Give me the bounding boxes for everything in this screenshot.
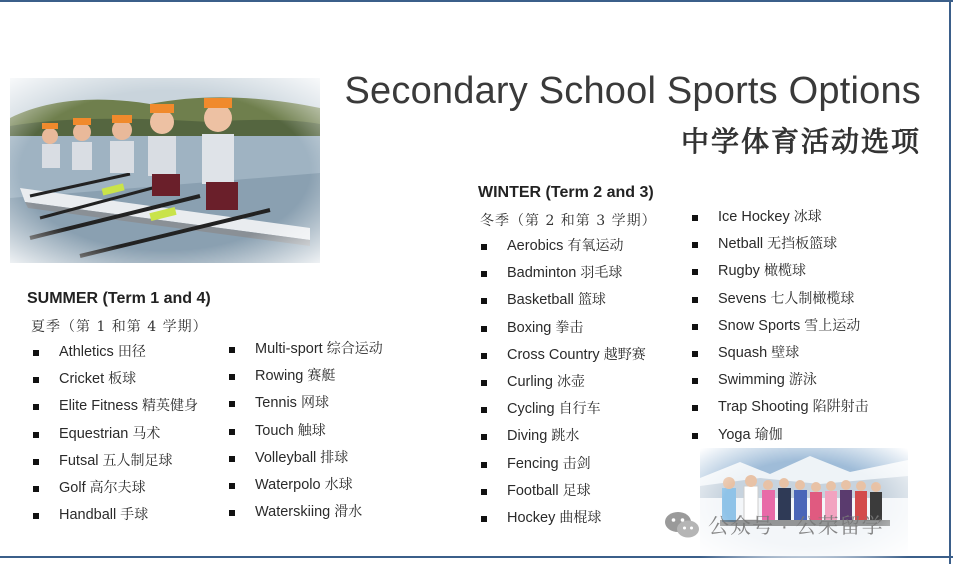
winter-list-col1 bbox=[481, 233, 646, 532]
list-item: Cross Country 越野赛 bbox=[481, 342, 646, 369]
list-item: Rugby 橄榄球 bbox=[692, 258, 869, 285]
list-item: Basketball 篮球 bbox=[481, 287, 646, 314]
list-item: Ice Hockey 冰球 bbox=[692, 204, 869, 231]
watermark-text: 公众号 · 公荣留学 bbox=[708, 515, 884, 538]
summer-subheading: 夏季（第 1 和第 4 学期） bbox=[31, 319, 208, 335]
list-item: Equestrian 马术 bbox=[33, 421, 198, 448]
rowing-photo bbox=[10, 78, 320, 263]
list-item: Hockey 曲棍球 bbox=[481, 505, 646, 532]
list-item: Rowing 赛艇 bbox=[229, 363, 383, 390]
list-item: Cycling 自行车 bbox=[481, 396, 646, 423]
list-item: Yoga 瑜伽 bbox=[692, 422, 869, 449]
list-item: Snow Sports 雪上运动 bbox=[692, 313, 869, 340]
page-title: Secondary School Sports Options bbox=[344, 70, 921, 112]
page-title-chinese: 中学体育活动选项 bbox=[680, 126, 921, 157]
list-item: Golf 高尔夫球 bbox=[33, 475, 198, 502]
winter-list-col2 bbox=[692, 204, 869, 449]
top-border bbox=[0, 0, 953, 2]
list-item: Diving 跳水 bbox=[481, 423, 646, 450]
summer-list-col2 bbox=[229, 336, 383, 526]
list-item: Badminton 羽毛球 bbox=[481, 260, 646, 287]
list-item: Aerobics 有氧运动 bbox=[481, 233, 646, 260]
summer-heading: SUMMER (Term 1 and 4) bbox=[27, 290, 211, 307]
list-item: Football 足球 bbox=[481, 478, 646, 505]
list-item: Futsal 五人制足球 bbox=[33, 448, 198, 475]
list-item: Fencing 击剑 bbox=[481, 451, 646, 478]
list-item: Elite Fitness 精英健身 bbox=[33, 393, 198, 420]
list-item: Waterskiing 滑水 bbox=[229, 499, 383, 526]
list-item: Boxing 拳击 bbox=[481, 315, 646, 342]
winter-subheading: 冬季（第 2 和第 3 学期） bbox=[480, 213, 657, 229]
watermark bbox=[664, 508, 884, 542]
list-item: Squash 壁球 bbox=[692, 340, 869, 367]
list-item: Athletics 田径 bbox=[33, 339, 198, 366]
winter-heading: WINTER (Term 2 and 3) bbox=[478, 184, 654, 201]
list-item: Netball 无挡板篮球 bbox=[692, 231, 869, 258]
list-item: Multi-sport 综合运动 bbox=[229, 336, 383, 363]
list-item: Touch 触球 bbox=[229, 418, 383, 445]
wechat-icon bbox=[664, 510, 700, 540]
list-item: Curling 冰壶 bbox=[481, 369, 646, 396]
list-item: Cricket 板球 bbox=[33, 366, 198, 393]
list-item: Sevens 七人制橄榄球 bbox=[692, 286, 869, 313]
list-item: Handball 手球 bbox=[33, 502, 198, 529]
list-item: Trap Shooting 陷阱射击 bbox=[692, 394, 869, 421]
list-item: Waterpolo 水球 bbox=[229, 472, 383, 499]
list-item: Swimming 游泳 bbox=[692, 367, 869, 394]
right-border bbox=[949, 0, 951, 564]
list-item: Volleyball 排球 bbox=[229, 445, 383, 472]
list-item: Tennis 网球 bbox=[229, 390, 383, 417]
summer-list-col1 bbox=[33, 339, 198, 529]
